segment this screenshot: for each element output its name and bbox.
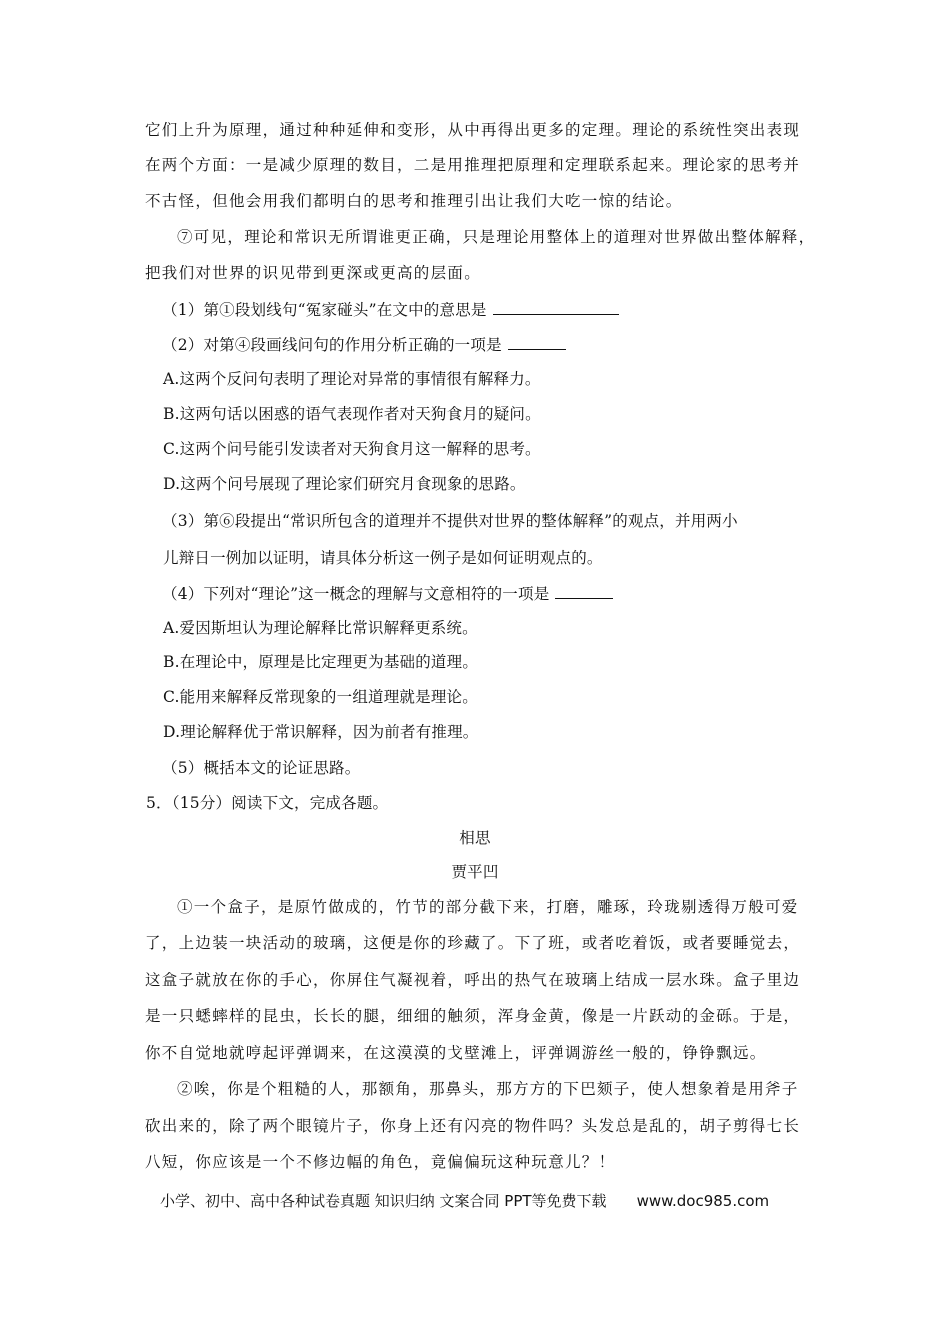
paragraph-1-line: 了，上边装一块活动的玻璃，这便是你的珍藏了。下了班，或者吃着饭，或者要睡觉去， (145, 934, 801, 952)
answer-blank[interactable] (555, 583, 613, 599)
question-1 (162, 299, 842, 320)
question-2-text: （2）对第④段画线问句的作用分析正确的一项是 (162, 336, 502, 354)
answer-blank[interactable] (493, 299, 619, 315)
paragraph-2-line: ②唉，你是个粗糙的人，那额角，那鼻头，那方方的下巴颏子，使人想象着是用斧子 (177, 1080, 799, 1098)
passage-line: 不古怪，但他会用我们都明白的思考和推理引出让我们大吃一惊的结论。 (145, 192, 683, 210)
paragraph-1-line: 你不自觉地就哼起评弹调来，在这漠漠的戈壁滩上，评弹调游丝一般的，铮铮飘远。 (145, 1044, 767, 1062)
question-2 (162, 334, 842, 355)
paragraph-1-line: 这盒子就放在你的手心，你屏住气凝视着，呼出的热气在玻璃上结成一层水珠。盒子里边 (145, 971, 801, 989)
paragraph-2-line: 八短，你应该是一个不修边幅的角色，竟偏偏玩这种玩意儿？！ (145, 1153, 616, 1171)
answer-blank[interactable] (508, 334, 566, 350)
option-d: D.理论解释优于常识解释，因为前者有推理。 (163, 723, 479, 741)
footer-text: 小学、初中、高中各种试卷真题 知识归纳 文案合同 PPT等免费下载 (160, 1192, 607, 1210)
question-5: （5）概括本文的论证思路。 (162, 759, 361, 777)
article-author: 贾平凹 (451, 863, 499, 881)
question-3-line: （3）第⑥段提出“常识所包含的道理并不提供对世界的整体解释”的观点，并用两小 (162, 512, 738, 530)
question-1-text: （1）第①段划线句“冤家碰头”在文中的意思是 (162, 301, 487, 319)
passage-line: 在两个方面：一是减少原理的数目，二是用推理把原理和定理联系起来。理论家的思考并 (145, 156, 801, 174)
option-c: C.能用来解释反常现象的一组道理就是理论。 (163, 688, 478, 706)
article-title: 相思 (459, 829, 491, 847)
section-heading: 5．（15分）阅读下文，完成各题。 (146, 794, 389, 812)
paragraph-7-line: ⑦可见，理论和常识无所谓谁更正确，只是理论用整体上的道理对世界做出整体解释， (177, 228, 816, 246)
paragraph-7-line: 把我们对世界的识见带到更深或更高的层面。 (145, 264, 482, 282)
page-footer (160, 1191, 840, 1211)
footer-site-link[interactable]: www.doc985.com (636, 1192, 770, 1210)
option-c: C.这两个问号能引发读者对天狗食月这一解释的思考。 (163, 440, 541, 458)
paragraph-2-line: 砍出来的，除了两个眼镜片子，你身上还有闪亮的物件吗？头发总是乱的，胡子剪得七长 (145, 1117, 801, 1135)
passage-line: 它们上升为原理，通过种种延伸和变形，从中再得出更多的定理。理论的系统性突出表现 (145, 121, 801, 139)
paragraph-1-line: 是一只蟋蟀样的昆虫，长长的腿，细细的触须，浑身金黄，像是一片跃动的金砾。于是， (145, 1007, 801, 1025)
question-3-line: 儿辩日一例加以证明，请具体分析这一例子是如何证明观点的。 (163, 549, 603, 567)
option-d: D.这两个问号展现了理论家们研究月食现象的思路。 (163, 475, 526, 493)
option-a: A.爱因斯坦认为理论解释比常识解释更系统。 (163, 619, 478, 637)
paragraph-1-line: ①一个盒子，是原竹做成的，竹节的部分截下来，打磨，雕琢，玲珑剔透得万般可爱 (177, 898, 799, 916)
option-a: A.这两个反问句表明了理论对异常的事情很有解释力。 (163, 370, 541, 388)
question-4 (162, 583, 842, 604)
question-4-text: （4）下列对“理论”这一概念的理解与文意相符的一项是 (162, 585, 550, 603)
option-b: B.在理论中，原理是比定理更为基础的道理。 (163, 653, 479, 671)
option-b: B.这两句话以困惑的语气表现作者对天狗食月的疑问。 (163, 405, 541, 423)
